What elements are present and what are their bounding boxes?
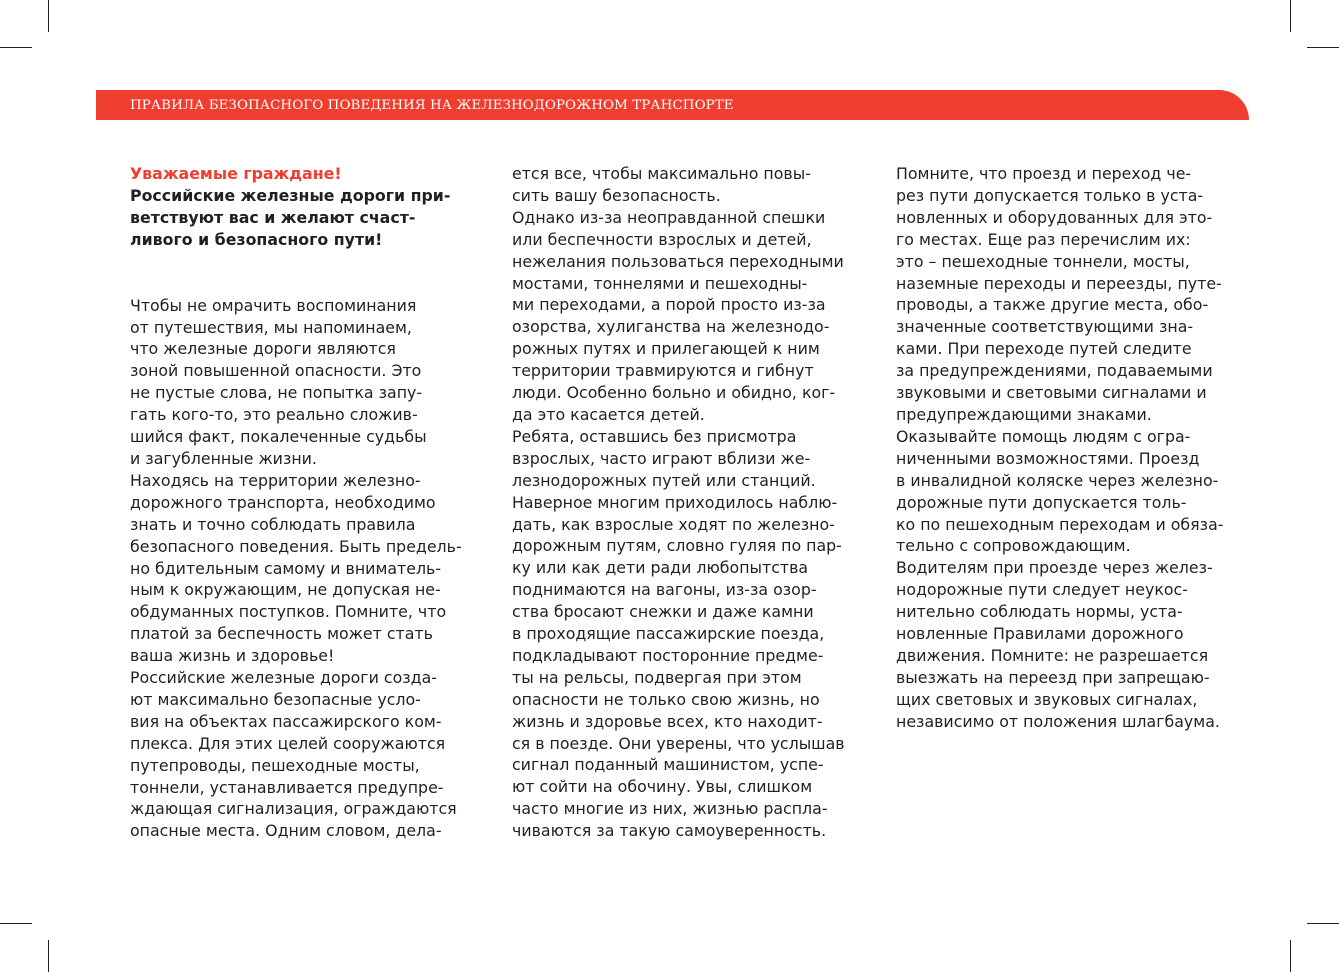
text-line: движения. Помните: не разрешается xyxy=(896,645,1209,665)
text-line: ваша жизнь и здоровье! xyxy=(130,646,335,666)
text-line: Чтобы не омрачить воспоминания xyxy=(130,295,417,315)
text-line: Оказывайте помощь людям с огра- xyxy=(896,426,1191,446)
text-line: дорожные пути допускается толь- xyxy=(896,492,1187,512)
text-line: нодорожные пути следует неукос- xyxy=(896,580,1188,600)
text-line: мостами, тоннелями и пешеходны- xyxy=(512,273,808,293)
text-column-1 xyxy=(130,163,462,842)
text-column-2 xyxy=(512,163,845,842)
text-line: ется все, чтобы максимально повы- xyxy=(512,164,811,183)
text-line: независимо от положения шлагбаума. xyxy=(896,711,1220,731)
text-line: ждающая сигнализация, ограждаются xyxy=(130,799,457,819)
text-line: поднимаются на вагоны, из-за озор- xyxy=(512,580,817,600)
text-line: Однако из-за неоправданной спешки xyxy=(512,207,826,227)
text-line: новленные Правилами дорожного xyxy=(896,624,1184,644)
column-body xyxy=(896,163,1223,733)
text-line: знать и точно соблюдать правила xyxy=(130,514,416,534)
text-line: люди. Особенно больно и обидно, ког- xyxy=(512,383,836,403)
crop-mark xyxy=(1307,923,1339,924)
paragraph xyxy=(512,163,845,207)
text-line: гать кого-то, это реально сложив- xyxy=(130,405,418,425)
text-line: рез пути допускается только в уста- xyxy=(896,185,1204,205)
text-line: часто многие из них, жизнью распла- xyxy=(512,799,828,819)
text-line: в инвалидной коляске через железно- xyxy=(896,470,1219,490)
text-line: платой за беспечность может стать xyxy=(130,624,433,644)
text-line: рожных путях и прилегающей к ним xyxy=(512,339,820,359)
paragraph xyxy=(130,470,462,667)
text-line: лезнодорожных путей или станций. xyxy=(512,470,816,490)
text-line: что железные дороги являются xyxy=(130,339,396,359)
text-line: выезжать на переезд при запрещаю- xyxy=(896,667,1210,687)
header-band xyxy=(96,90,1249,120)
text-line: сигнал поданный машинистом, успе- xyxy=(512,755,824,775)
paragraph xyxy=(130,295,462,470)
text-line: в проходящие пассажирские поезда, xyxy=(512,624,825,644)
text-line: нительно соблюдать нормы, уста- xyxy=(896,602,1183,622)
text-line: новленных и оборудованных для это- xyxy=(896,207,1213,227)
paragraph xyxy=(512,492,845,843)
text-line: Помните, что проезд и переход че- xyxy=(896,164,1192,183)
crop-mark xyxy=(0,923,32,924)
crop-mark xyxy=(1290,0,1291,32)
text-line: и загубленные жизни. xyxy=(130,448,317,468)
text-line: ко по пешеходным переходам и обяза- xyxy=(896,514,1224,534)
text-line: шийся факт, покалеченные судьбы xyxy=(130,427,427,447)
text-line: зоной повышенной опасности. Это xyxy=(130,361,422,381)
text-line: ся в поезде. Они уверены, что услышав xyxy=(512,733,845,753)
text-line: но бдительным самому и вниматель- xyxy=(130,558,442,578)
crop-mark xyxy=(48,0,49,32)
text-line: опасности не только свою жизнь, но xyxy=(512,689,820,709)
text-line: обдуманных поступков. Помните, что xyxy=(130,602,447,622)
text-line: сить вашу безопасность. xyxy=(512,185,721,205)
greeting-line: ветствуют вас и желают счаст- xyxy=(130,207,416,227)
text-line: Российские железные дороги созда- xyxy=(130,668,437,688)
text-line: озорства, хулиганства на железнодо- xyxy=(512,317,830,337)
greeting-line: Российские железные дороги при- xyxy=(130,185,451,205)
page-header-title: ПРАВИЛА БЕЗОПАСНОГО ПОВЕДЕНИЯ НА ЖЕЛЕЗНОДОРОЖНОМ ТРАНСПОРТЕ xyxy=(130,97,734,113)
crop-mark xyxy=(1307,47,1339,48)
text-line: не пустые слова, не попытка запу- xyxy=(130,383,423,403)
text-line: ют максимально безопасные усло- xyxy=(130,689,421,709)
text-line: ют сойти на обочину. Увы, слишком xyxy=(512,777,813,797)
column-body xyxy=(130,295,462,843)
crop-mark xyxy=(48,940,49,972)
greeting-block xyxy=(130,163,462,251)
text-line: подкладывают посторонние предме- xyxy=(512,645,824,665)
text-line: дорожным путям, словно гуляя по пар- xyxy=(512,536,842,556)
greeting-salutation: Уважаемые граждане! xyxy=(130,164,342,183)
text-line: ты на рельсы, подвергая при этом xyxy=(512,667,802,687)
text-line: ным к окружающим, не допуская не- xyxy=(130,580,441,600)
greeting-line: ливого и безопасного пути! xyxy=(130,229,383,249)
text-column-3 xyxy=(896,163,1223,733)
text-line: плекса. Для этих целей сооружаются xyxy=(130,733,446,753)
text-line: чиваются за такую самоуверенность. xyxy=(512,821,827,841)
text-line: Наверное многим приходилось наблю- xyxy=(512,492,838,512)
text-line: вия на объектах пассажирского ком- xyxy=(130,711,442,731)
text-line: звуковыми и световыми сигналами и xyxy=(896,383,1207,403)
text-line: наземные переходы и переезды, путе- xyxy=(896,273,1222,293)
text-line: ками. При переходе путей следите xyxy=(896,339,1192,359)
text-line: от путешествия, мы напоминаем, xyxy=(130,317,412,337)
crop-mark xyxy=(0,47,32,48)
text-line: дать, как взрослые ходят по железно- xyxy=(512,514,835,534)
text-line: нежелания пользоваться переходными xyxy=(512,251,844,271)
text-line: ниченными возможностями. Проезд xyxy=(896,448,1200,468)
text-line: дорожного транспорта, необходимо xyxy=(130,492,436,512)
paragraph xyxy=(512,426,845,492)
text-line: проводы, а также другие места, обо- xyxy=(896,295,1209,315)
text-line: или беспечности взрослых и детей, xyxy=(512,229,812,249)
paragraph xyxy=(512,207,845,426)
paragraph xyxy=(896,426,1223,557)
paragraph xyxy=(896,163,1223,426)
text-line: жизнь и здоровье всех, кто находит- xyxy=(512,711,823,731)
crop-mark xyxy=(1290,940,1291,972)
text-line: Водителям при проезде через желез- xyxy=(896,558,1213,578)
text-line: Ребята, оставшись без присмотра xyxy=(512,426,797,446)
text-line: взрослых, часто играют вблизи же- xyxy=(512,448,811,468)
text-line: значенные соответствующими зна- xyxy=(896,317,1194,337)
text-line: безопасного поведения. Быть предель- xyxy=(130,536,462,556)
text-line: щих световых и звуковых сигналах, xyxy=(896,689,1198,709)
text-line: тельно с сопровождающим. xyxy=(896,536,1131,556)
text-line: ства бросают снежки и даже камни xyxy=(512,602,814,622)
text-line: ми переходами, а порой просто из-за xyxy=(512,295,826,315)
text-line: да это касается детей. xyxy=(512,404,705,424)
text-line: это – пешеходные тоннели, мосты, xyxy=(896,251,1190,271)
text-line: опасные места. Одним словом, дела- xyxy=(130,821,442,841)
text-line: Находясь на территории железно- xyxy=(130,470,421,490)
text-line: предупреждающими знаками. xyxy=(896,404,1152,424)
text-line: тоннели, устанавливается предупре- xyxy=(130,777,444,797)
text-line: ку или как дети ради любопытства xyxy=(512,558,809,578)
paragraph xyxy=(130,667,462,842)
text-line: путепроводы, пешеходные мосты, xyxy=(130,755,420,775)
text-line: го местах. Еще раз перечислим их: xyxy=(896,229,1191,249)
text-line: территории травмируются и гибнут xyxy=(512,361,814,381)
paragraph xyxy=(896,557,1223,732)
text-line: за предупреждениями, подаваемыми xyxy=(896,361,1213,381)
column-body xyxy=(512,163,845,842)
